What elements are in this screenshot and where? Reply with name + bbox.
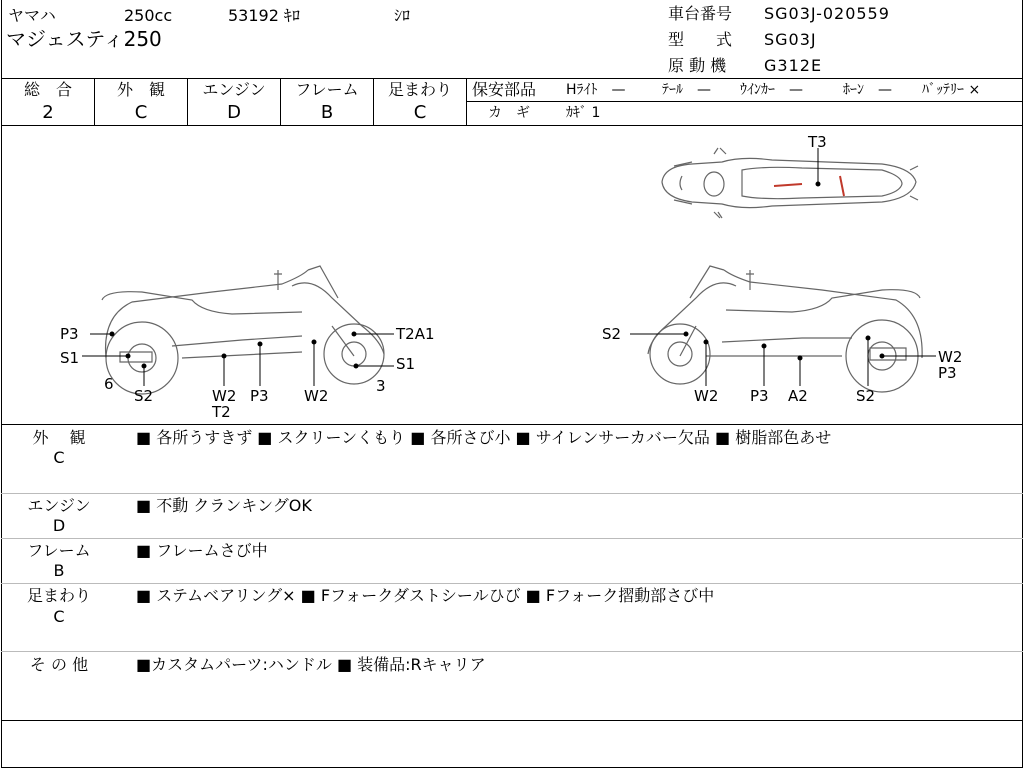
safety-battery: ﾊﾞｯﾃﾘｰ × — [922, 82, 981, 98]
scooter-top-view — [662, 148, 918, 218]
safety-winker: ｳｲﾝｶｰ — — [740, 82, 803, 98]
scooter-right-view — [648, 266, 922, 392]
divider — [466, 101, 1023, 102]
maker: ヤマハ — [8, 6, 56, 25]
divider — [1, 78, 1023, 79]
grade-value: C — [134, 102, 148, 123]
divider — [1, 651, 1023, 652]
section-notes-exterior: ■ 各所うすきず ■ スクリーンくもり ■ 各所さび小 ■ サイレンサーカバー欠品 ■ 樹脂部色あせ — [136, 428, 832, 447]
grade-label: エンジン — [202, 80, 266, 99]
key-value: ｶｷﾞ 1 — [566, 105, 601, 121]
section-notes-frame: ■ フレームさび中 — [136, 541, 268, 560]
safety-taillight: ﾃｰﾙ — — [662, 82, 711, 98]
grade-frame — [281, 80, 373, 124]
model-name: マジェスティ250 — [6, 27, 162, 51]
grade-label: 総 合 — [23, 80, 72, 99]
safety-title: 保安部品 — [472, 80, 537, 99]
grade-overall — [2, 80, 94, 124]
section-grade-engine: D — [52, 516, 66, 535]
diagram-label: S2 — [856, 387, 876, 405]
grade-value: B — [320, 102, 334, 123]
diagram-label: W2 — [304, 387, 329, 405]
divider — [1, 583, 1023, 584]
grade-value: D — [227, 102, 241, 123]
scratch-mark — [774, 184, 802, 186]
color: ｼﾛ — [394, 6, 411, 25]
divider — [1, 424, 1023, 425]
diagram-label: P3 — [60, 325, 79, 343]
grade-engine — [188, 80, 280, 124]
scratch-mark — [840, 176, 844, 196]
section-grade-suspension: C — [53, 607, 65, 626]
type-value: SG03J — [764, 30, 817, 49]
diagram-label: W2 — [694, 387, 719, 405]
mileage: 53192 ｷﾛ — [228, 6, 300, 25]
grade-exterior — [95, 80, 187, 124]
diagram-label: S2 — [602, 325, 622, 343]
grade-label: 足まわり — [387, 80, 452, 99]
section-grade-exterior: C — [53, 448, 65, 467]
diagram-label: P3 — [750, 387, 769, 405]
grade-label: 外 観 — [116, 80, 165, 99]
diagram-label: P3 — [938, 364, 957, 382]
section-grade-frame: B — [53, 561, 65, 580]
safety-horn: ﾎｰﾝ — — [843, 82, 892, 98]
displacement: 250cc — [124, 6, 173, 25]
diagram-label: S1 — [60, 349, 80, 367]
section-notes-engine: ■ 不動 クランキングOK — [136, 496, 312, 515]
diagram-label: T3 — [808, 133, 827, 151]
diagram-label: W2 — [212, 387, 237, 405]
divider — [1, 538, 1023, 539]
grade-label: フレーム — [295, 80, 359, 99]
frame-no-label: 車台番号 — [668, 4, 733, 23]
engine-value: G312E — [764, 56, 823, 75]
diagram-label: S2 — [134, 387, 154, 405]
diagram-label: A2 — [788, 387, 808, 405]
safety-headlight: Hﾗｲﾄ — — [566, 82, 626, 98]
grade-value: C — [413, 102, 427, 123]
divider — [1, 493, 1023, 494]
section-label-engine: エンジン — [27, 496, 91, 515]
frame-no: SG03J-020559 — [764, 4, 890, 23]
diagram-label: T2A1 — [396, 325, 435, 343]
section-label-frame: フレーム — [27, 541, 91, 560]
section-label-exterior: 外 観 — [32, 428, 86, 447]
diagram-label: 3 — [376, 377, 386, 395]
diagram-label: S1 — [396, 355, 416, 373]
diagram-label: 6 — [104, 375, 114, 393]
damage-diagram — [2, 126, 1022, 423]
type-label: 型 式 — [668, 30, 733, 49]
diagram-label: P3 — [250, 387, 269, 405]
divider — [1, 720, 1023, 721]
diagram-label: W2 — [938, 348, 963, 366]
section-notes-other: ■カスタムパーツ:ハンドル ■ 装備品:Rキャリア — [136, 655, 486, 674]
section-label-suspension: 足まわり — [26, 586, 91, 605]
section-notes-suspension: ■ ステムベアリング× ■ Fフォークダストシールひび ■ Fフォーク摺動部さび中 — [136, 586, 715, 605]
section-label-other: そ の 他 — [29, 655, 89, 674]
diagram-label: T2 — [212, 403, 231, 421]
key-label: カ ギ — [488, 105, 530, 121]
grade-value: 2 — [42, 102, 54, 123]
engine-label: 原 動 機 — [668, 56, 727, 75]
grade-suspension — [374, 80, 466, 124]
